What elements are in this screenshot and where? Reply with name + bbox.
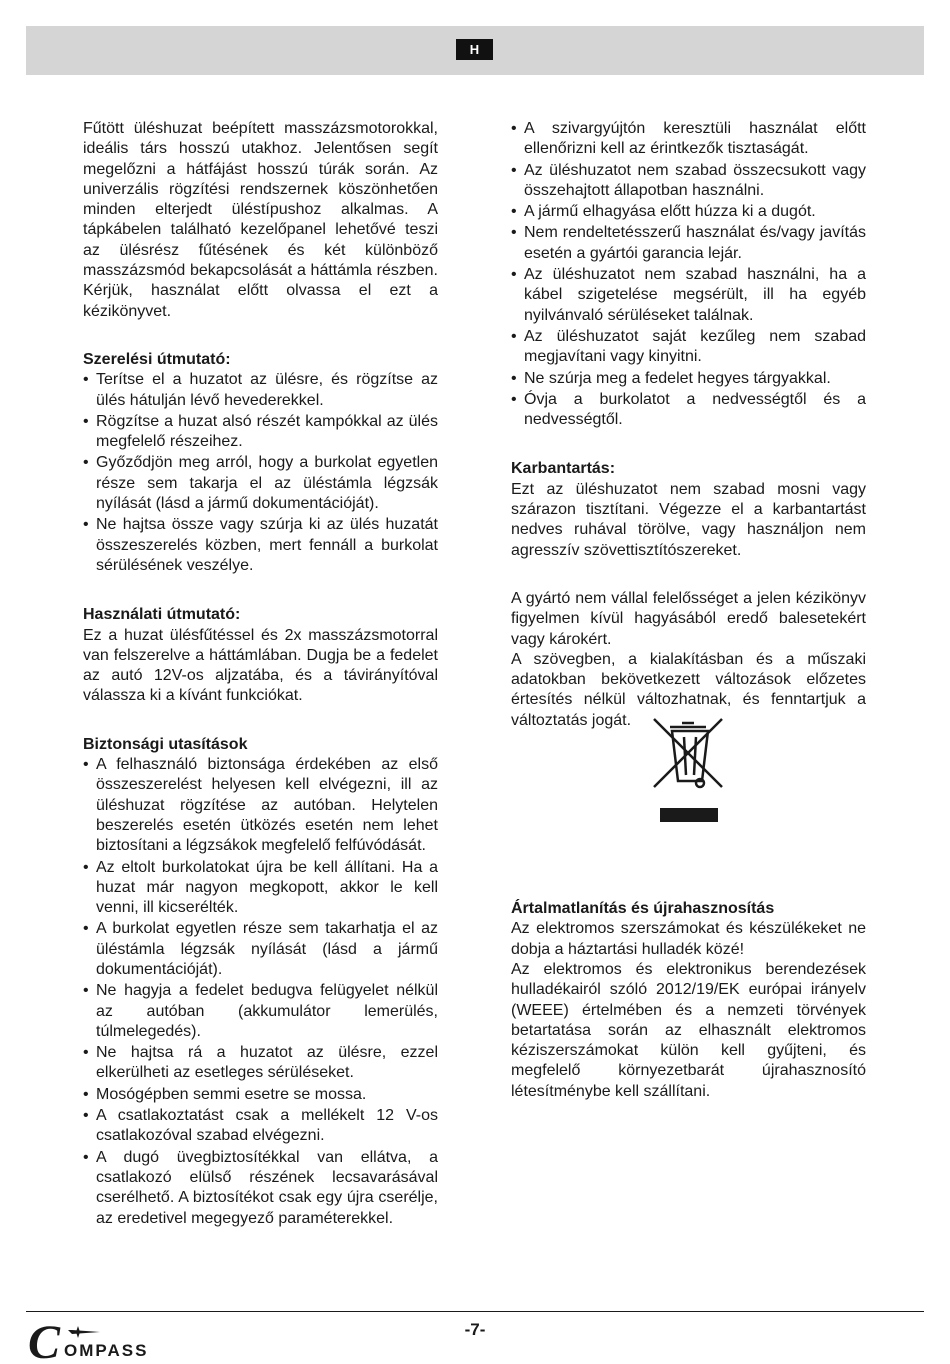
install-list <box>83 370 438 576</box>
list-item: • Ne szúrja meg a fedelet hegyes tárgyakkal. <box>511 369 866 389</box>
list-item: • A dugó üvegbiztosítékkal van ellátva, a csatlakozó elülső részének lecsavarásával cserélhető. A biztosítékot csak egy újra cserélje, az eredetivel megegyező paraméterekkel. <box>83 1148 438 1229</box>
list-item: • Ne hajtsa rá a huzatot az ülésre, ezzel elkerülheti az esetleges sérüléseket. <box>83 1043 438 1084</box>
list-item: • Az eltolt burkolatokat újra be kell állítani. Ha a huzat már nagyon megkopott, akkor le kell venni, ill kicserélték. <box>83 858 438 919</box>
usage-heading: Használati útmutató: <box>83 606 241 624</box>
changes-paragraph: A szövegben, a kialakításban és a műszaki adatokban bekövetkezett változások előzetes értesítés nélkül változhatnak, és fenntartjuk a változtatás jogát. <box>511 650 866 729</box>
disposal-paragraph-2: Az elektromos és elektronikus berendezések hulladékairól szóló 2012/19/EK európai irányelv (WEEE) értelmében és a nemzeti törvények betartatása során az elhasznált elektromos kéziszerszámokat külön kell gyűjteni, és megfelelő környezetbarát újrahasznosító létesítménybe kell szállítani. <box>511 960 866 1100</box>
logo-initial: C <box>28 1316 61 1362</box>
list-item: • Mosógépben semmi esetre se mossa. <box>83 1085 438 1105</box>
disposal-paragraph-1: Az elektromos szerszámokat és készülékeket ne dobja a háztartási hulladék közé! <box>511 920 866 958</box>
install-heading: Szerelési útmutató: <box>83 350 231 368</box>
right-column <box>511 119 866 1102</box>
safety-list-continued <box>511 119 866 430</box>
disposal-heading: Ártalmatlanítás és újrahasznosítás <box>511 900 775 918</box>
list-item: • Az üléshuzatot nem szabad összecsukott vagy összehajtott állapotban használni. <box>511 161 866 202</box>
list-item: • Győződjön meg arról, hogy a burkolat egyetlen része sem takarja el az üléstámla légzsák nyílását (lásd a jármű dokumentációját). <box>83 453 438 514</box>
maintenance-heading: Karbantartás: <box>511 460 616 478</box>
weee-crossed-bin-icon <box>648 715 728 823</box>
logo-wordmark: OMPASS <box>64 1341 149 1360</box>
list-item: • Az üléshuzatot nem szabad használni, ha a kábel szigetelése megsérült, ill ha egyéb nyilvánvaló sérüléseket találnak. <box>511 265 866 326</box>
list-item: • Óvja a burkolatot a nedvességtől és a nedvességtől. <box>511 390 866 431</box>
list-item: • Rögzítse a huzat alsó részét kampókkal az ülés megfelelő részeihez. <box>83 412 438 453</box>
safety-list <box>83 755 438 1229</box>
usage-paragraph: Ez a huzat ülésfűtéssel és 2x masszázsmotorral van felszerelve a háttámlában. Dugja be a fedelet az autó 12V-os aljzatába, és a távirányítóval válassza ki a kívánt funkciókat. <box>83 626 438 705</box>
safety-heading: Biztonsági utasítások <box>83 735 248 753</box>
list-item: • Ne hagyja a fedelet bedugva felügyelet nélkül az autóban (akkumulátor lemerülés, túlmelegedés). <box>83 981 438 1042</box>
list-item: • A felhasználó biztonsága érdekében az első összeszerelést helyesen kell elvégezni, ill az üléshuzat rögzítése az autóban. Helytelen beszerelés esetén ütközés esetén nem lehet biztosítani a légzsákok megfelelő felfúvódását. <box>83 755 438 856</box>
list-item: • A csatlakoztatást csak a mellékelt 12 V-os csatlakozóval szabad elvégezni. <box>83 1106 438 1147</box>
list-item: • A burkolat egyetlen része sem takarhatja el az üléstámla légzsák nyílását (lásd a jármű dokumentációját). <box>83 919 438 980</box>
maintenance-paragraph: Ezt az üléshuzatot nem szabad mosni vagy szárazon tisztítani. Végezze el a karbantartást nedves ruhával törölve, vagy használjon nem agresszív szövettisztítószereket. <box>511 480 866 559</box>
footer-divider <box>26 1311 924 1312</box>
left-column <box>83 119 438 1230</box>
liability-paragraph: A gyártó nem vállal felelősséget a jelen kézikönyv figyelmen kívül hagyásából eredő balesetekért vagy károkért. <box>511 589 866 648</box>
list-item: • Az üléshuzatot saját kezűleg nem szabad megjavítani vagy kinyitni. <box>511 327 866 368</box>
list-item: • Ne hajtsa össze vagy szúrja ki az ülés huzatát összeszerelés közben, mert fennáll a burkolat sérülésének veszélye. <box>83 515 438 576</box>
list-item: • Terítse el a huzatot az ülésre, és rögzítse az ülés hátulján lévő hevederekkel. <box>83 370 438 411</box>
page-number: -7- <box>464 1320 486 1339</box>
compass-logo <box>28 1316 178 1362</box>
list-item: • Nem rendeltetésszerű használat és/vagy javítás esetén a gyártói garancia lejár. <box>511 223 866 264</box>
language-tag: H <box>456 39 493 60</box>
list-item: • A jármű elhagyása előtt húzza ki a dugót. <box>511 202 866 222</box>
list-item: • A szivargyújtón keresztüli használat előtt ellenőrizni kell az érintkezők tisztaságát. <box>511 119 866 160</box>
intro-paragraph: Fűtött üléshuzat beépített masszázsmotorokkal, ideális társ hosszú utakhoz. Jelentősen segít megelőzni a hátfájást hosszú túrák során. Az univerzális rögzítési rendszernek köszönhetően minden elterjedt üléstípushoz alkalmas. A tápkábelen található kezelőpanel lehetővé teszi az ülésrész fűtésének és két különböző masszázsmód bekapcsolását a háttámla részben. Kérjük, használat előtt olvassa el ezt a kézikönyvet. <box>83 120 438 320</box>
